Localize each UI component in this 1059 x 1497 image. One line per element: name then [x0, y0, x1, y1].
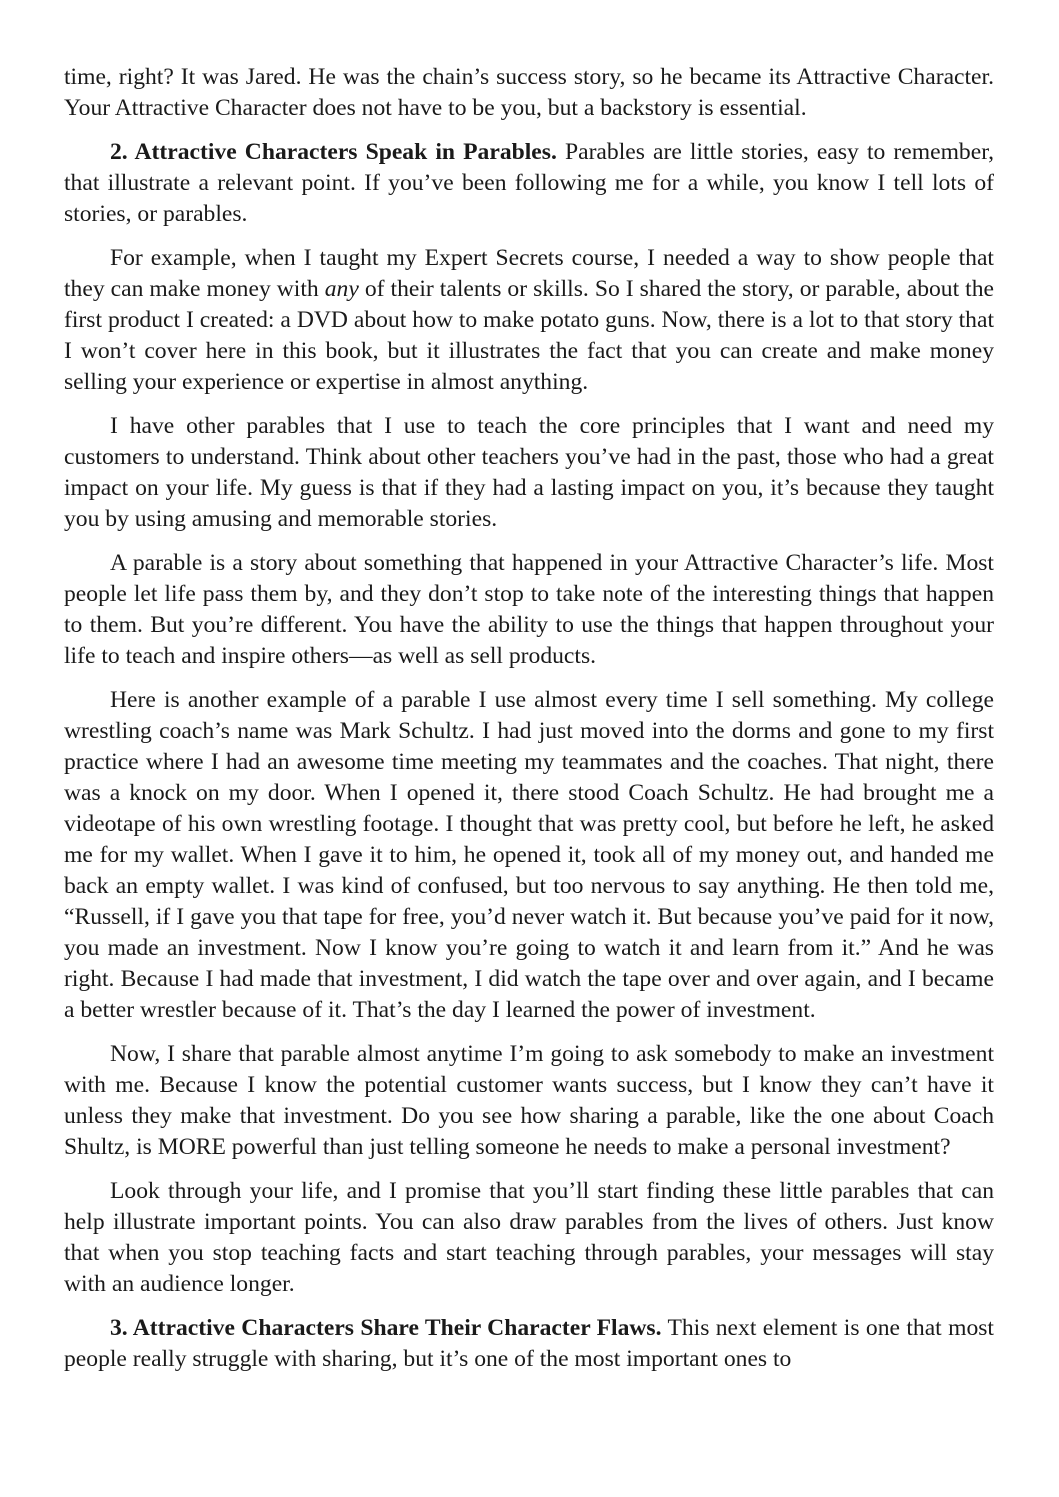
paragraph-text: A parable is a story about something that happened in your Attractive Character’s life. Most people let life pass them by, and they don’t stop to take note of the interesting things that happen to them. But you’re different. You have the ability to use the things that happen throughout your life to teach and inspire others—as well as sell products.: [64, 550, 994, 669]
paragraph-investment: [64, 1039, 994, 1163]
paragraph-other-parables: [64, 411, 994, 535]
paragraph-text: I have other parables that I use to teach the core principles that I want and need my customers to understand. Think about other teachers you’ve had in the past, those who had a great impact on your life. My guess is that if they had a lasting impact on you, it’s because they taught you by using amusing and memorable stories.: [64, 413, 994, 532]
paragraph-text: Parables are little stories, easy to remember, that illustrate a relevant point. If you’ve been following me for a while, you know I tell lots of stories, or parables.: [64, 139, 995, 227]
paragraph-text: of their talents or skills. So I shared the story, or parable, about the first product I created: a DVD about how to make potato guns. Now, there is a lot to that story that I won’t cover here in this book, but it illustrates the fact that you can create and make money selling your experience or expertise in almost anything.: [64, 276, 994, 395]
document-page: [64, 62, 994, 1388]
emphasis-text: any: [324, 276, 359, 302]
section-parables: [64, 137, 994, 230]
paragraph-text: Now, I share that parable almost anytime I’m going to ask somebody to make an investment with me. Because I know the potential customer wants success, but I know they can’t have it unless they make that investment. Do you see how sharing a parable, like the one about Coach Shultz, is MORE powerful than just telling someone he needs to make a personal investment?: [64, 1041, 994, 1160]
paragraph-text: This next element is one that most people really struggle with sharing, but it’s one of the most important ones to: [64, 1315, 994, 1372]
paragraph-expert-secrets: [64, 243, 994, 398]
paragraph-text: For example, when I taught my Expert Secrets course, I needed a way to show people that they can make money with: [64, 245, 994, 302]
paragraph-coach-story: [64, 685, 994, 1026]
section-heading-character-flaws: 3. Attractive Characters Share Their Character Flaws.: [110, 1315, 662, 1341]
paragraph-continuation: [64, 62, 994, 124]
paragraph-text: Here is another example of a parable I use almost every time I sell something. My college wrestling coach’s name was Mark Schultz. I had just moved into the dorms and gone to my first practice where I had an awesome time meeting my teammates and the coaches. That night, there was a knock on my door. When I opened it, there stood Coach Schultz. He had brought me a videotape of his own wrestling footage. I thought that was pretty cool, but before he left, he asked me for my wallet. When I gave it to him, he opened it, took all of my money out, and handed me back an empty wallet. I was kind of confused, but too nervous to say anything. He then told me, “Russell, if I gave you that tape for free, you’d never watch it. But because you’ve paid for it now, you made an investment. Now I know you’re going to watch it and learn from it.” And he was right. Because I had made that investment, I did watch the tape over and over again, and I became a better wrestler because of it. That’s the day I learned the power of investment.: [64, 687, 994, 1023]
paragraph-text: Look through your life, and I promise that you’ll start finding these little parables that can help illustrate important points. You can also draw parables from the lives of others. Just know that when you stop teaching facts and start teaching through parables, your messages will stay with an audience longer.: [64, 1178, 994, 1297]
section-heading-parables: 2. Attractive Characters Speak in Parables.: [110, 139, 557, 165]
paragraph-parable-definition: [64, 548, 994, 672]
paragraph-look-through-life: [64, 1176, 994, 1300]
paragraph-text: time, right? It was Jared. He was the chain’s success story, so he became its Attractive Character. Your Attractive Character does not have to be you, but a backstory is essential.: [64, 64, 994, 121]
section-character-flaws: [64, 1313, 994, 1375]
